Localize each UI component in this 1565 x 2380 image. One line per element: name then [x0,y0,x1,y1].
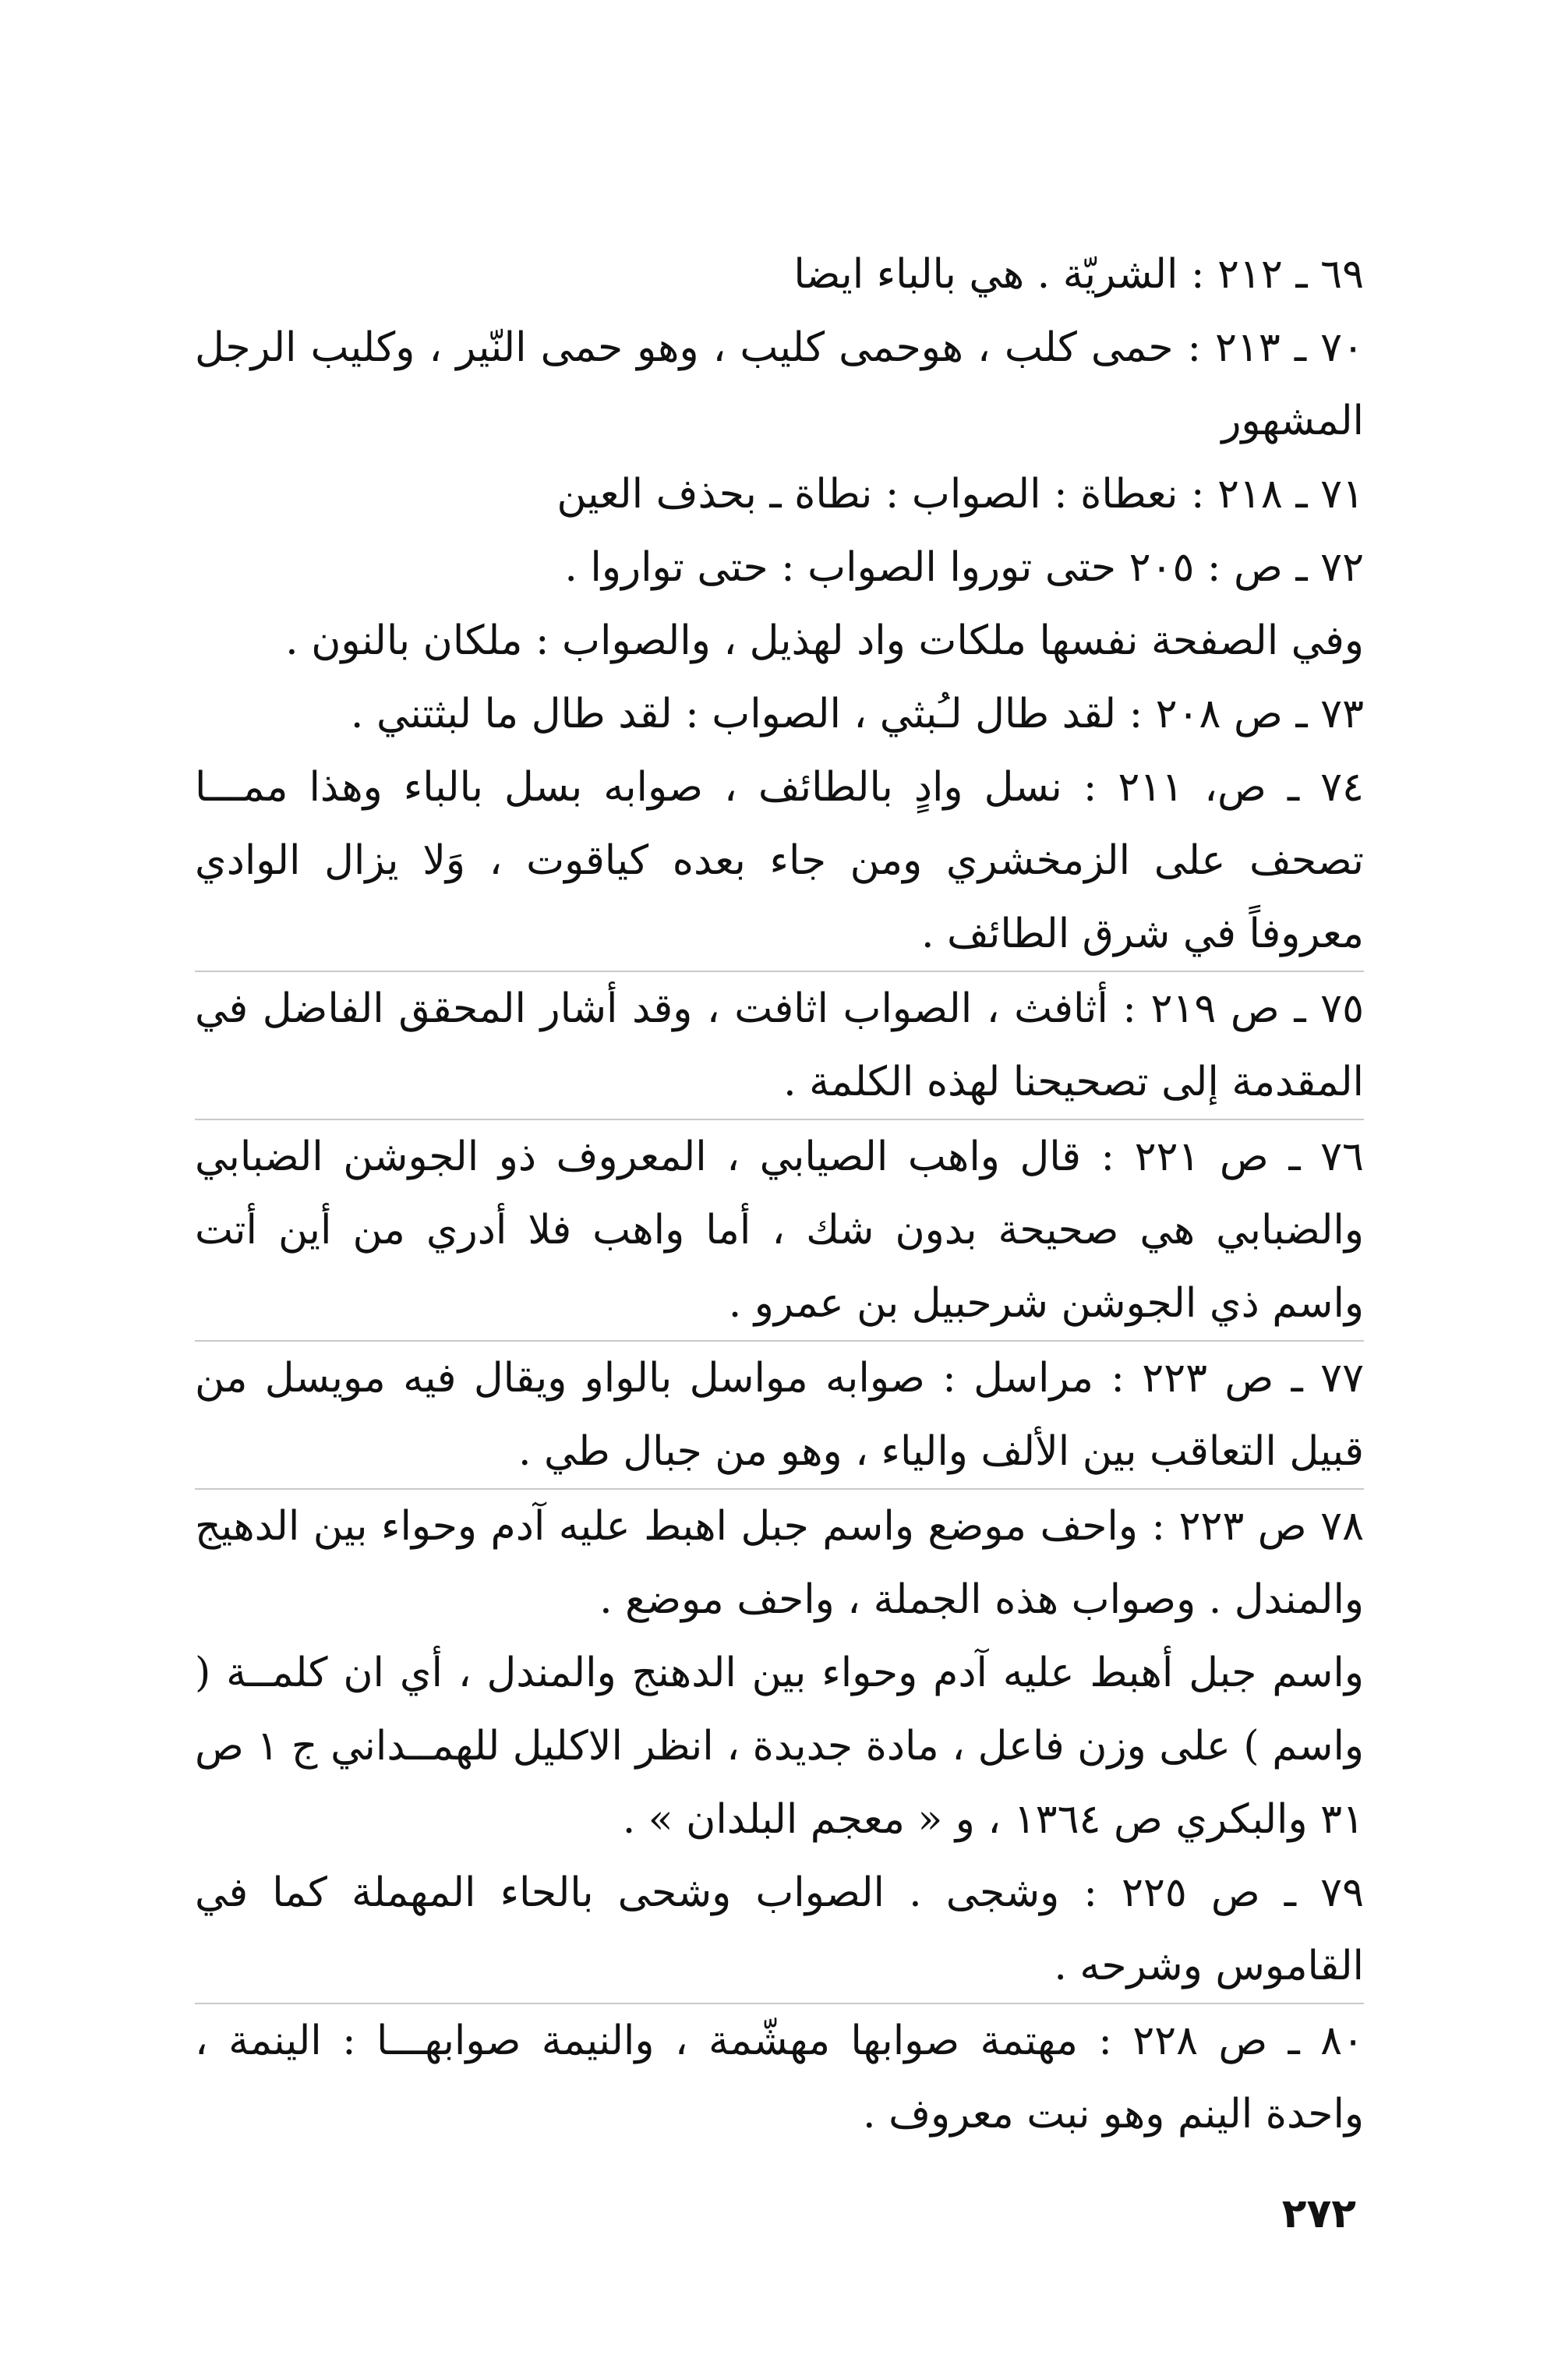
entry-76: ٧٦ ـ ص ٢٢١ : قال واهب الصيابي ، المعروف ذو الجوشن الضبابي والضبابي هي صحيحة بدون شك ، أما واهب فلا أدري من أين أتت واسم ذي الجوشن شرحبيل بن عمرو . [195,1119,1364,1340]
entry-71: ٧١ ـ ٢١٨ : نعطاة : الصواب : نطاة ـ بحذف العين [556,471,1364,518]
entry-70: ٧٠ ـ ٢١٣ : حمى كلب ، هوحمى كليب ، وهو حمى النّير ، وكليب الرجل المشهور [195,324,1364,444]
entry-69: ٦٩ ـ ٢١٢ : الشريّة . هي بالباء ايضا [793,251,1364,298]
entry-72-note: وفي الصفحة نفسها ملكات واد لهذيل ، والصواب : ملكان بالنون . [285,617,1364,664]
entry-78-continuation: واسم جبل أهبط عليه آدم وحواء بين الدهنج والمندل ، أي ان كلمــة ( واسم ) على وزن فاعل ، مادة جديدة ، انظر الاكليل للهمــداني ج ١ ص ٣١ والبكري ص ١٣٦٤ ، و « معجم البلدان » . [195,1650,1364,1843]
entry-75: ٧٥ ـ ص ٢١٩ : أثافث ، الصواب اثافت ، وقد أشار المحقق الفاضل في المقدمة إلى تصحيحنا لهذه الكلمة . [195,971,1364,1119]
entry-72: ٧٢ ـ ص : ٢٠٥ حتى توروا الصواب : حتى تواروا . [564,544,1364,591]
page-body [195,238,1364,2151]
entry-73: ٧٣ ـ ص ٢٠٨ : لقد طال لـُبثي ، الصواب : لقد طال ما لبثتني . [350,691,1364,737]
entry-79: ٧٩ ـ ص ٢٢٥ : وشجى . الصواب وشحى بالحاء المهملة كما في القاموس وشرحه . [195,1869,1364,1989]
entry-80: ٨٠ ـ ص ٢٢٨ : مهتمة صوابها مهشّمة ، والنيمة صوابهـــا : الينمة ، واحدة الينم وهو نبت معروف . [195,2003,1364,2151]
entry-77: ٧٧ ـ ص ٢٢٣ : مراسل : صوابه مواسل بالواو ويقال فيه مويسل من قبيل التعاقب بين الألف والياء ، وهو من جبال طي . [195,1340,1364,1488]
page-number: ٢٧٢ [1281,2191,1356,2237]
entry-74: ٧٤ ـ ص، ٢١١ : نسل وادٍ بالطائف ، صوابه بسل بالباء وهذا ممـــا تصحف على الزمخشري ومن جاء بعده كياقوت ، وَلا يزال الوادي معروفاً في شرق الطائف . [195,764,1364,957]
entry-78: ٧٨ ص ٢٢٣ : واحف موضع واسم جبل اهبط عليه آدم وحواء بين الدهيج والمندل . وصواب هذه الجملة ، واحف موضع . [195,1488,1364,1636]
